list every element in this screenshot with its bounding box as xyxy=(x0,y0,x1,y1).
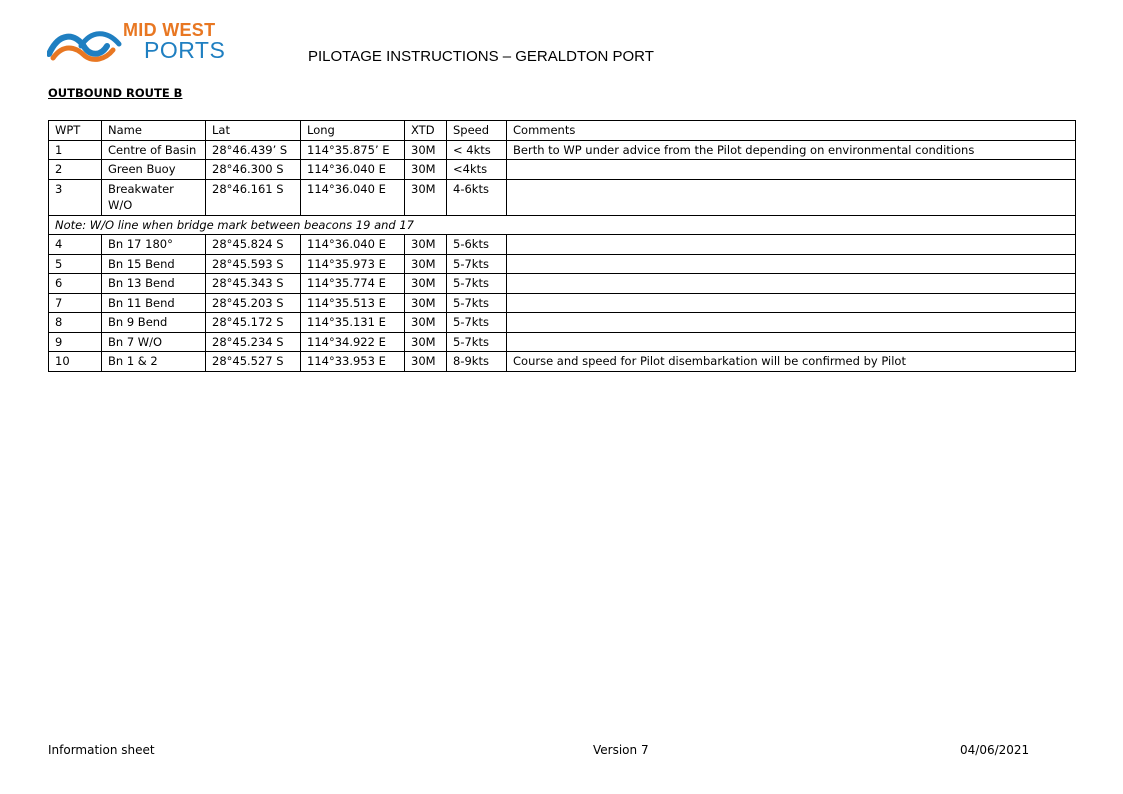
lat-cell: 28°45.824 S xyxy=(206,235,301,255)
logo-text-line1: MID WEST xyxy=(123,20,216,40)
wpt-cell: 3 xyxy=(49,179,102,215)
comments-cell xyxy=(507,254,1076,274)
comments-cell xyxy=(507,313,1076,333)
lat-cell: 28°46.161 S xyxy=(206,179,301,215)
table-header-row xyxy=(49,121,1076,141)
comments-cell xyxy=(507,179,1076,215)
speed-cell: 5-7kts xyxy=(447,293,507,313)
table-row xyxy=(49,332,1076,352)
name-cell: Bn 15 Bend xyxy=(102,254,206,274)
speed-cell: 5-7kts xyxy=(447,313,507,333)
waypoint-table xyxy=(48,120,1076,372)
document-title: PILOTAGE INSTRUCTIONS – GERALDTON PORT xyxy=(308,48,654,65)
long-cell: 114°35.513 E xyxy=(301,293,405,313)
xtd-cell: 30M xyxy=(405,313,447,333)
wpt-cell: 2 xyxy=(49,160,102,180)
column-header-name: Name xyxy=(102,121,206,141)
column-header-wpt: WPT xyxy=(49,121,102,141)
footer-info-sheet: Information sheet xyxy=(48,743,155,757)
speed-cell: 4-6kts xyxy=(447,179,507,215)
lat-cell: 28°45.234 S xyxy=(206,332,301,352)
speed-cell: 5-7kts xyxy=(447,274,507,294)
table-row xyxy=(49,140,1076,160)
speed-cell: 5-7kts xyxy=(447,254,507,274)
long-cell: 114°35.131 E xyxy=(301,313,405,333)
name-cell: Bn 17 180° xyxy=(102,235,206,255)
lat-cell: 28°45.172 S xyxy=(206,313,301,333)
lat-cell: 28°45.343 S xyxy=(206,274,301,294)
comments-cell xyxy=(507,235,1076,255)
long-cell: 114°36.040 E xyxy=(301,235,405,255)
long-cell: 114°35.774 E xyxy=(301,274,405,294)
name-cell: Centre of Basin xyxy=(102,140,206,160)
lat-cell: 28°45.527 S xyxy=(206,352,301,372)
wpt-cell: 6 xyxy=(49,274,102,294)
long-cell: 114°36.040 E xyxy=(301,160,405,180)
table-row xyxy=(49,313,1076,333)
column-header-long: Long xyxy=(301,121,405,141)
table-row xyxy=(49,352,1076,372)
xtd-cell: 30M xyxy=(405,293,447,313)
speed-cell: 5-6kts xyxy=(447,235,507,255)
xtd-cell: 30M xyxy=(405,160,447,180)
xtd-cell: 30M xyxy=(405,235,447,255)
logo-text-line2: PORTS xyxy=(144,37,226,63)
table-row xyxy=(49,274,1076,294)
note-row xyxy=(49,215,1076,235)
comments-cell xyxy=(507,332,1076,352)
wpt-cell: 9 xyxy=(49,332,102,352)
speed-cell: 5-7kts xyxy=(447,332,507,352)
name-cell: Bn 7 W/O xyxy=(102,332,206,352)
comments-cell xyxy=(507,274,1076,294)
comments-cell: Course and speed for Pilot disembarkation will be confirmed by Pilot xyxy=(507,352,1076,372)
lat-cell: 28°46.439’ S xyxy=(206,140,301,160)
table-row xyxy=(49,179,1076,215)
lat-cell: 28°45.593 S xyxy=(206,254,301,274)
footer-date: 04/06/2021 xyxy=(960,743,1030,757)
name-cell: Bn 13 Bend xyxy=(102,274,206,294)
name-cell: Bn 1 & 2 xyxy=(102,352,206,372)
xtd-cell: 30M xyxy=(405,352,447,372)
name-cell: Green Buoy xyxy=(102,160,206,180)
wpt-cell: 8 xyxy=(49,313,102,333)
speed-cell: 8-9kts xyxy=(447,352,507,372)
wave-logo-icon xyxy=(47,24,125,64)
lat-cell: 28°45.203 S xyxy=(206,293,301,313)
long-cell: 114°36.040 E xyxy=(301,179,405,215)
wpt-cell: 10 xyxy=(49,352,102,372)
name-cell: Bn 9 Bend xyxy=(102,313,206,333)
wpt-cell: 5 xyxy=(49,254,102,274)
mid-west-ports-logo xyxy=(47,20,226,66)
xtd-cell: 30M xyxy=(405,254,447,274)
wpt-cell: 7 xyxy=(49,293,102,313)
xtd-cell: 30M xyxy=(405,332,447,352)
long-cell: 114°33.953 E xyxy=(301,352,405,372)
long-cell: 114°35.973 E xyxy=(301,254,405,274)
xtd-cell: 30M xyxy=(405,274,447,294)
comments-cell xyxy=(507,293,1076,313)
route-title: OUTBOUND ROUTE B xyxy=(48,86,183,100)
xtd-cell: 30M xyxy=(405,179,447,215)
wpt-cell: 1 xyxy=(49,140,102,160)
column-header-xtd: XTD xyxy=(405,121,447,141)
column-header-lat: Lat xyxy=(206,121,301,141)
table-row xyxy=(49,254,1076,274)
table-row xyxy=(49,160,1076,180)
table-row xyxy=(49,293,1076,313)
table-row xyxy=(49,235,1076,255)
speed-cell: < 4kts xyxy=(447,140,507,160)
speed-cell: <4kts xyxy=(447,160,507,180)
name-cell: Breakwater W/O xyxy=(102,179,206,215)
wpt-cell: 4 xyxy=(49,235,102,255)
column-header-speed: Speed xyxy=(447,121,507,141)
note-text: Note: W/O line when bridge mark between beacons 19 and 17 xyxy=(49,215,1076,235)
long-cell: 114°34.922 E xyxy=(301,332,405,352)
lat-cell: 28°46.300 S xyxy=(206,160,301,180)
long-cell: 114°35.875’ E xyxy=(301,140,405,160)
comments-cell: Berth to WP under advice from the Pilot depending on environmental conditions xyxy=(507,140,1076,160)
footer-version: Version 7 xyxy=(593,743,649,757)
comments-cell xyxy=(507,160,1076,180)
name-cell: Bn 11 Bend xyxy=(102,293,206,313)
column-header-comments: Comments xyxy=(507,121,1076,141)
xtd-cell: 30M xyxy=(405,140,447,160)
